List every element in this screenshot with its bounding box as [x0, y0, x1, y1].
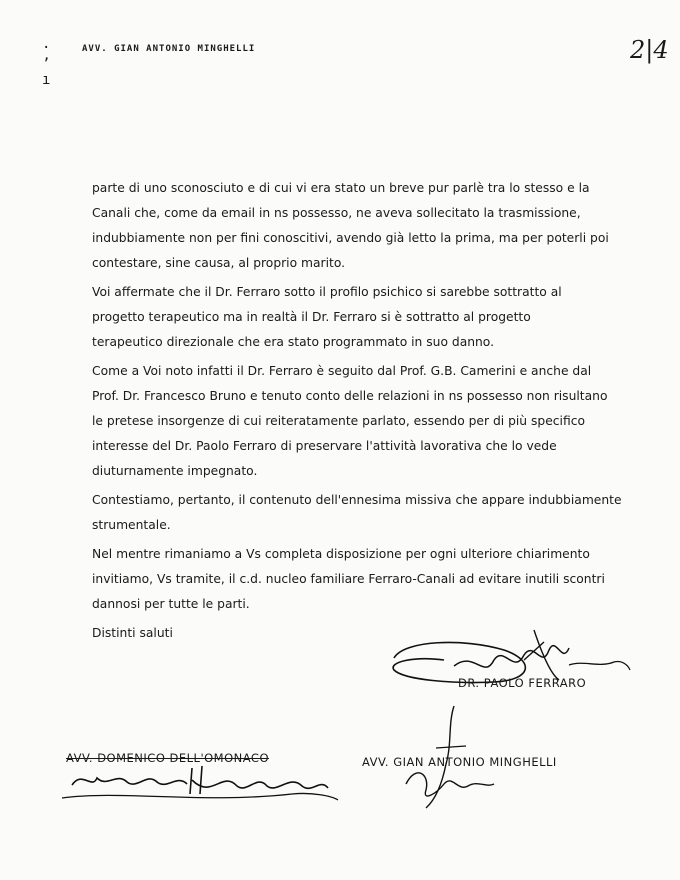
body-line: indubbiamente non per fini conoscitivi, avendo già letto la prima, ma per poterli poi [92, 231, 609, 245]
letterhead-marks: · ʼ ı [42, 40, 52, 88]
body-line: Voi affermate che il Dr. Ferraro sotto il profilo psichico si sarebbe sottratto al [92, 285, 562, 299]
body-line: Prof. Dr. Francesco Bruno e tenuto conto delle relazioni in ns possesso non risultano [92, 389, 608, 403]
body-line: Distinti saluti [92, 626, 173, 640]
letterhead-sender: AVV. GIAN ANTONIO MINGHELLI [82, 44, 256, 54]
ferraro-name: DR. PAOLO FERRARO [458, 676, 587, 690]
body-line: Canali che, come da email in ns possesso, ne aveva sollecitato la trasmissione, [92, 206, 581, 220]
body-line: parte di uno sconosciuto e di cui vi era stato un breve pur parlè tra lo stesso e la [92, 181, 590, 195]
body-line: diuturnamente impegnato. [92, 464, 258, 478]
body-line: Come a Voi noto infatti il Dr. Ferraro è seguito dal Prof. G.B. Camerini e anche dal [92, 364, 592, 378]
body-line: Contestiamo, pertanto, il contenuto dell'ennesima missiva che appare indubbiamente [92, 493, 622, 507]
body-line: le pretese insorgenze di cui reiteratamente parlato, essendo per di più specifico [92, 414, 585, 428]
body-line: dannosi per tutte le parti. [92, 597, 250, 611]
letter-body [92, 176, 622, 646]
body-line: contestare, sine causa, al proprio marito. [92, 256, 346, 270]
body-line: interesse del Dr. Paolo Ferraro di preservare l'attività lavorativa che lo vede [92, 439, 557, 453]
lawyer-left-name: AVV. DOMENICO DELL'OMONACO [66, 751, 269, 765]
body-line: Nel mentre rimaniamo a Vs completa disposizione per ogni ulteriore chiarimento [92, 547, 590, 561]
body-line: progetto terapeutico ma in realtà il Dr. Ferraro si è sottratto al progetto [92, 310, 531, 324]
lawyer-right-name: AVV. GIAN ANTONIO MINGHELLI [362, 755, 557, 769]
body-line: invitiamo, Vs tramite, il c.d. nucleo familiare Ferraro-Canali ad evitare inutili scontri [92, 572, 605, 586]
body-line: terapeutico direzionale che era stato programmato in suo danno. [92, 335, 495, 349]
body-line: strumentale. [92, 518, 171, 532]
lawyer-left-signature [62, 760, 342, 810]
page-number: 2|4 [630, 36, 669, 64]
